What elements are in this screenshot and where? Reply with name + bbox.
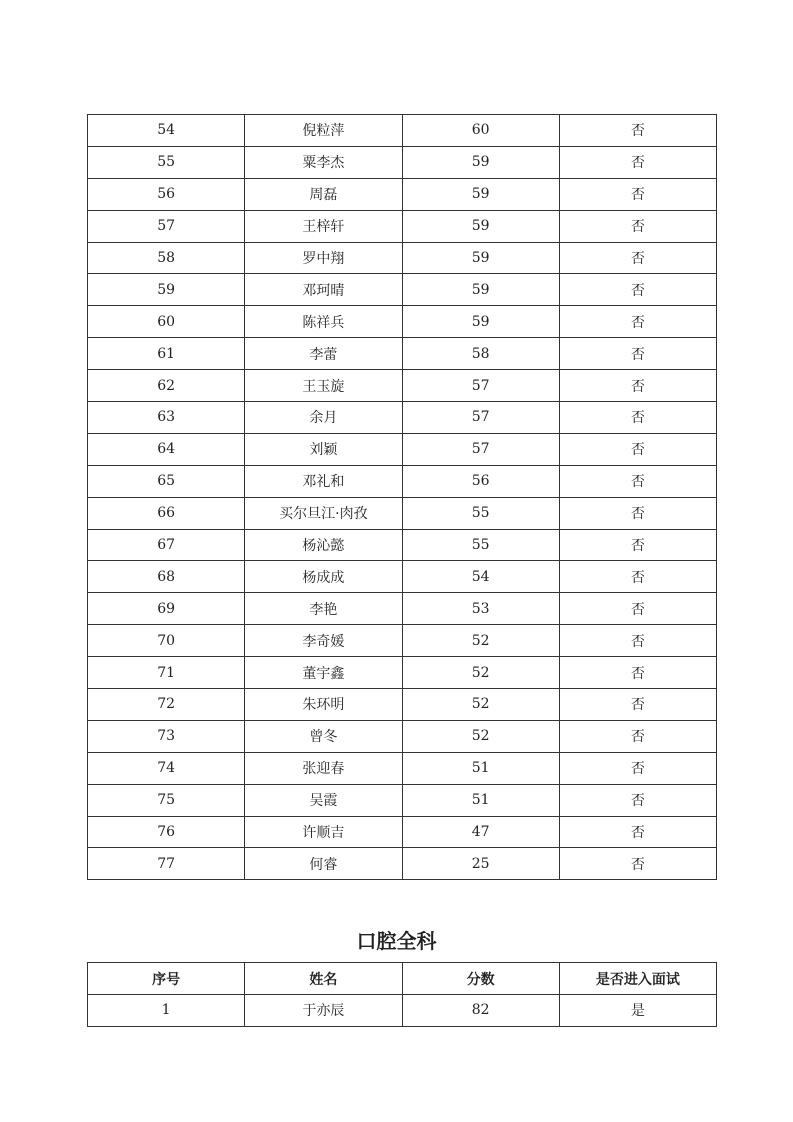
- cell-name: 李奇媛: [245, 625, 402, 657]
- cell-seq: 57: [88, 210, 245, 242]
- cell-interview: 否: [559, 178, 716, 210]
- table-row: [88, 146, 717, 178]
- cell-name: 王玉旋: [245, 370, 402, 402]
- cell-seq: 62: [88, 370, 245, 402]
- table-row: [88, 465, 717, 497]
- table-row: [88, 593, 717, 625]
- cell-score: 51: [402, 752, 559, 784]
- cell-seq: 77: [88, 848, 245, 880]
- cell-score: 82: [402, 995, 559, 1027]
- cell-interview: 否: [559, 115, 716, 147]
- cell-seq: 73: [88, 720, 245, 752]
- cell-score: 60: [402, 115, 559, 147]
- table-row: [88, 497, 717, 529]
- cell-score: 47: [402, 816, 559, 848]
- cell-seq: 68: [88, 561, 245, 593]
- cell-score: 57: [402, 370, 559, 402]
- table-row: [88, 625, 717, 657]
- table-row: [88, 529, 717, 561]
- cell-score: 54: [402, 561, 559, 593]
- cell-interview: 否: [559, 720, 716, 752]
- results-table-body: [88, 115, 717, 880]
- cell-interview: 否: [559, 210, 716, 242]
- cell-name: 粟李杰: [245, 146, 402, 178]
- cell-seq: 69: [88, 593, 245, 625]
- cell-seq: 64: [88, 433, 245, 465]
- table-row: [88, 816, 717, 848]
- cell-score: 59: [402, 306, 559, 338]
- header-row: [88, 963, 717, 995]
- cell-name: 邓珂晴: [245, 274, 402, 306]
- cell-name: 杨沁懿: [245, 529, 402, 561]
- header-name: 姓名: [245, 963, 402, 995]
- cell-seq: 76: [88, 816, 245, 848]
- cell-name: 吴霞: [245, 784, 402, 816]
- table-row: [88, 210, 717, 242]
- cell-name: 罗中翔: [245, 242, 402, 274]
- table-row: [88, 274, 717, 306]
- cell-score: 56: [402, 465, 559, 497]
- cell-name: 董宇鑫: [245, 657, 402, 689]
- table-row: [88, 115, 717, 147]
- cell-score: 52: [402, 625, 559, 657]
- cell-score: 25: [402, 848, 559, 880]
- cell-score: 52: [402, 720, 559, 752]
- cell-interview: 否: [559, 529, 716, 561]
- oral-general-table: [87, 962, 717, 1027]
- table-row: [88, 338, 717, 370]
- cell-score: 52: [402, 689, 559, 721]
- cell-seq: 74: [88, 752, 245, 784]
- cell-seq: 66: [88, 497, 245, 529]
- cell-name: 曾冬: [245, 720, 402, 752]
- cell-score: 55: [402, 529, 559, 561]
- cell-seq: 75: [88, 784, 245, 816]
- cell-interview: 否: [559, 433, 716, 465]
- cell-seq: 56: [88, 178, 245, 210]
- header-seq: 序号: [88, 963, 245, 995]
- cell-name: 李艳: [245, 593, 402, 625]
- cell-score: 57: [402, 402, 559, 434]
- cell-name: 陈祥兵: [245, 306, 402, 338]
- cell-name: 买尔旦江·肉孜: [245, 497, 402, 529]
- cell-name: 朱环明: [245, 689, 402, 721]
- cell-interview: 否: [559, 306, 716, 338]
- table-row: [88, 689, 717, 721]
- cell-interview: 否: [559, 784, 716, 816]
- cell-seq: 54: [88, 115, 245, 147]
- cell-interview: 否: [559, 465, 716, 497]
- cell-name: 于亦辰: [245, 995, 402, 1027]
- section-title: 口腔全科: [356, 929, 437, 953]
- cell-seq: 70: [88, 625, 245, 657]
- cell-seq: 67: [88, 529, 245, 561]
- cell-interview: 否: [559, 657, 716, 689]
- cell-interview: 否: [559, 274, 716, 306]
- cell-score: 51: [402, 784, 559, 816]
- cell-seq: 63: [88, 402, 245, 434]
- cell-name: 许顺吉: [245, 816, 402, 848]
- cell-interview: 否: [559, 146, 716, 178]
- table-row: [88, 995, 717, 1027]
- cell-seq: 65: [88, 465, 245, 497]
- cell-score: 52: [402, 657, 559, 689]
- cell-seq: 55: [88, 146, 245, 178]
- cell-interview: 是: [559, 995, 716, 1027]
- table-row: [88, 848, 717, 880]
- cell-name: 王梓轩: [245, 210, 402, 242]
- cell-name: 刘颖: [245, 433, 402, 465]
- cell-score: 58: [402, 338, 559, 370]
- cell-seq: 61: [88, 338, 245, 370]
- cell-interview: 否: [559, 625, 716, 657]
- cell-name: 周磊: [245, 178, 402, 210]
- cell-score: 53: [402, 593, 559, 625]
- cell-score: 59: [402, 242, 559, 274]
- table-row: [88, 752, 717, 784]
- cell-name: 张迎春: [245, 752, 402, 784]
- cell-interview: 否: [559, 338, 716, 370]
- cell-interview: 否: [559, 402, 716, 434]
- cell-seq: 71: [88, 657, 245, 689]
- table-row: [88, 402, 717, 434]
- cell-seq: 58: [88, 242, 245, 274]
- cell-score: 59: [402, 210, 559, 242]
- results-table-continued: [87, 114, 717, 880]
- cell-interview: 否: [559, 370, 716, 402]
- cell-interview: 否: [559, 816, 716, 848]
- cell-name: 何睿: [245, 848, 402, 880]
- cell-name: 邓礼和: [245, 465, 402, 497]
- table-row: [88, 306, 717, 338]
- cell-score: 59: [402, 178, 559, 210]
- cell-seq: 59: [88, 274, 245, 306]
- header-score: 分数: [402, 963, 559, 995]
- table-row: [88, 433, 717, 465]
- cell-interview: 否: [559, 593, 716, 625]
- table-row: [88, 720, 717, 752]
- cell-interview: 否: [559, 561, 716, 593]
- cell-interview: 否: [559, 242, 716, 274]
- cell-interview: 否: [559, 848, 716, 880]
- cell-seq: 72: [88, 689, 245, 721]
- table-row: [88, 242, 717, 274]
- cell-name: 余月: [245, 402, 402, 434]
- cell-interview: 否: [559, 497, 716, 529]
- cell-name: 李蕾: [245, 338, 402, 370]
- cell-interview: 否: [559, 752, 716, 784]
- table-row: [88, 657, 717, 689]
- table-row: [88, 561, 717, 593]
- table-row: [88, 178, 717, 210]
- cell-score: 59: [402, 274, 559, 306]
- table-row: [88, 370, 717, 402]
- cell-seq: 1: [88, 995, 245, 1027]
- oral-table-body: [88, 995, 717, 1027]
- cell-name: 倪粒萍: [245, 115, 402, 147]
- cell-score: 57: [402, 433, 559, 465]
- cell-score: 59: [402, 146, 559, 178]
- cell-name: 杨成成: [245, 561, 402, 593]
- cell-score: 55: [402, 497, 559, 529]
- table-row: [88, 784, 717, 816]
- header-interview: 是否进入面试: [559, 963, 716, 995]
- cell-seq: 60: [88, 306, 245, 338]
- cell-interview: 否: [559, 689, 716, 721]
